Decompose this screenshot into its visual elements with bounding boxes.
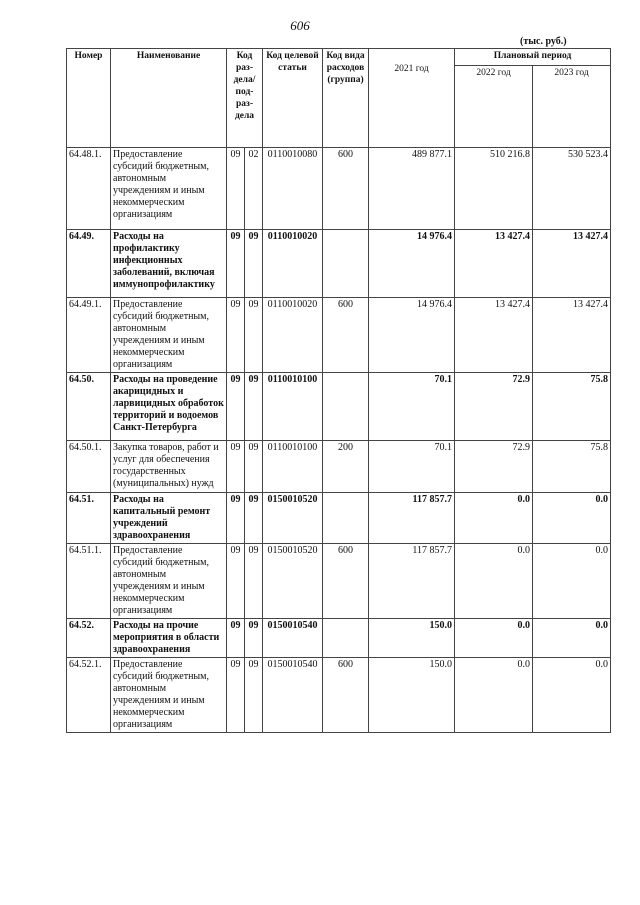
row-name: Предоставление субсидий бюджетным, автономным учреждениям и иным некоммерческим организациям <box>111 658 227 733</box>
row-subsection: 09 <box>245 493 263 544</box>
row-2022: 13 427.4 <box>455 230 533 298</box>
row-2022: 0.0 <box>455 544 533 619</box>
row-target: 0110010020 <box>263 298 323 373</box>
row-2021: 489 877.1 <box>369 148 455 230</box>
header-target: Код целевой статьи <box>263 49 323 148</box>
row-2022: 0.0 <box>455 493 533 544</box>
row-2021: 150.0 <box>369 619 455 658</box>
row-name: Расходы на прочие мероприятия в области здравоохранения <box>111 619 227 658</box>
row-expense-type: 600 <box>323 148 369 230</box>
row-number: 64.52.1. <box>67 658 111 733</box>
table-row <box>67 441 611 493</box>
row-number: 64.51.1. <box>67 544 111 619</box>
row-section: 09 <box>227 148 245 230</box>
row-number: 64.50. <box>67 373 111 441</box>
table-row <box>67 148 611 230</box>
row-section: 09 <box>227 619 245 658</box>
row-expense-type: 600 <box>323 544 369 619</box>
row-2023: 0.0 <box>533 544 611 619</box>
row-section: 09 <box>227 493 245 544</box>
row-expense-type <box>323 493 369 544</box>
page-number: 606 <box>290 18 310 33</box>
row-name: Закупка товаров, работ и услуг для обеспечения государственных (муниципальных) нужд <box>111 441 227 493</box>
header-number: Номер <box>67 49 111 148</box>
row-target: 0150010520 <box>263 544 323 619</box>
row-subsection: 02 <box>245 148 263 230</box>
row-section: 09 <box>227 544 245 619</box>
row-2023: 13 427.4 <box>533 298 611 373</box>
row-2022: 0.0 <box>455 619 533 658</box>
header-2022: 2022 год <box>455 66 533 148</box>
row-2023: 13 427.4 <box>533 230 611 298</box>
row-2021: 117 857.7 <box>369 544 455 619</box>
row-expense-type <box>323 230 369 298</box>
row-section: 09 <box>227 230 245 298</box>
header-expense-type: Код вида расходов (группа) <box>323 49 369 148</box>
row-target: 0110010020 <box>263 230 323 298</box>
row-subsection: 09 <box>245 658 263 733</box>
row-target: 0150010520 <box>263 493 323 544</box>
row-2022: 72.9 <box>455 373 533 441</box>
row-expense-type <box>323 373 369 441</box>
units-label: (тыс. руб.) <box>520 36 567 47</box>
header-2021: 2021 год <box>369 49 455 148</box>
row-2023: 0.0 <box>533 493 611 544</box>
table-row <box>67 373 611 441</box>
row-target: 0150010540 <box>263 658 323 733</box>
table-row <box>67 493 611 544</box>
row-target: 0110010100 <box>263 441 323 493</box>
header-section: Код раз-дела/ под-раз-дела <box>227 49 263 148</box>
header-name: Наименование <box>111 49 227 148</box>
row-expense-type <box>323 619 369 658</box>
row-section: 09 <box>227 658 245 733</box>
row-number: 64.48.1. <box>67 148 111 230</box>
row-2021: 70.1 <box>369 441 455 493</box>
row-name: Предоставление субсидий бюджетным, автономным учреждениям и иным некоммерческим организациям <box>111 298 227 373</box>
row-target: 0110010100 <box>263 373 323 441</box>
row-target: 0150010540 <box>263 619 323 658</box>
row-2022: 0.0 <box>455 658 533 733</box>
row-section: 09 <box>227 373 245 441</box>
header-2023: 2023 год <box>533 66 611 148</box>
row-2021: 14 976.4 <box>369 298 455 373</box>
row-2023: 0.0 <box>533 619 611 658</box>
header-row <box>67 49 611 66</box>
row-2022: 510 216.8 <box>455 148 533 230</box>
row-subsection: 09 <box>245 441 263 493</box>
row-number: 64.50.1. <box>67 441 111 493</box>
row-2023: 530 523.4 <box>533 148 611 230</box>
row-2022: 72.9 <box>455 441 533 493</box>
row-name: Предоставление субсидий бюджетным, автономным учреждениям и иным некоммерческим организациям <box>111 148 227 230</box>
row-number: 64.52. <box>67 619 111 658</box>
table-row <box>67 230 611 298</box>
table-row <box>67 544 611 619</box>
row-2022: 13 427.4 <box>455 298 533 373</box>
row-number: 64.49. <box>67 230 111 298</box>
row-subsection: 09 <box>245 230 263 298</box>
row-2023: 75.8 <box>533 373 611 441</box>
row-2023: 0.0 <box>533 658 611 733</box>
table-row <box>67 658 611 733</box>
row-expense-type: 600 <box>323 658 369 733</box>
row-expense-type: 200 <box>323 441 369 493</box>
row-number: 64.49.1. <box>67 298 111 373</box>
header-planned-period: Плановый период <box>455 49 611 66</box>
row-2021: 150.0 <box>369 658 455 733</box>
row-number: 64.51. <box>67 493 111 544</box>
row-subsection: 09 <box>245 544 263 619</box>
row-2021: 117 857.7 <box>369 493 455 544</box>
budget-table <box>66 48 611 733</box>
row-section: 09 <box>227 298 245 373</box>
table-row <box>67 298 611 373</box>
row-section: 09 <box>227 441 245 493</box>
row-name: Расходы на профилактику инфекционных заболеваний, включая иммунопрофилактику <box>111 230 227 298</box>
row-subsection: 09 <box>245 619 263 658</box>
row-target: 0110010080 <box>263 148 323 230</box>
row-subsection: 09 <box>245 298 263 373</box>
row-name: Расходы на проведение акарицидных и ларвицидных обработок территорий и водоемов Санкт-Петербурга <box>111 373 227 441</box>
row-subsection: 09 <box>245 373 263 441</box>
row-2021: 14 976.4 <box>369 230 455 298</box>
row-2023: 75.8 <box>533 441 611 493</box>
table-row <box>67 619 611 658</box>
row-name: Предоставление субсидий бюджетным, автономным учреждениям и иным некоммерческим организациям <box>111 544 227 619</box>
row-2021: 70.1 <box>369 373 455 441</box>
row-name: Расходы на капитальный ремонт учреждений здравоохранения <box>111 493 227 544</box>
row-expense-type: 600 <box>323 298 369 373</box>
